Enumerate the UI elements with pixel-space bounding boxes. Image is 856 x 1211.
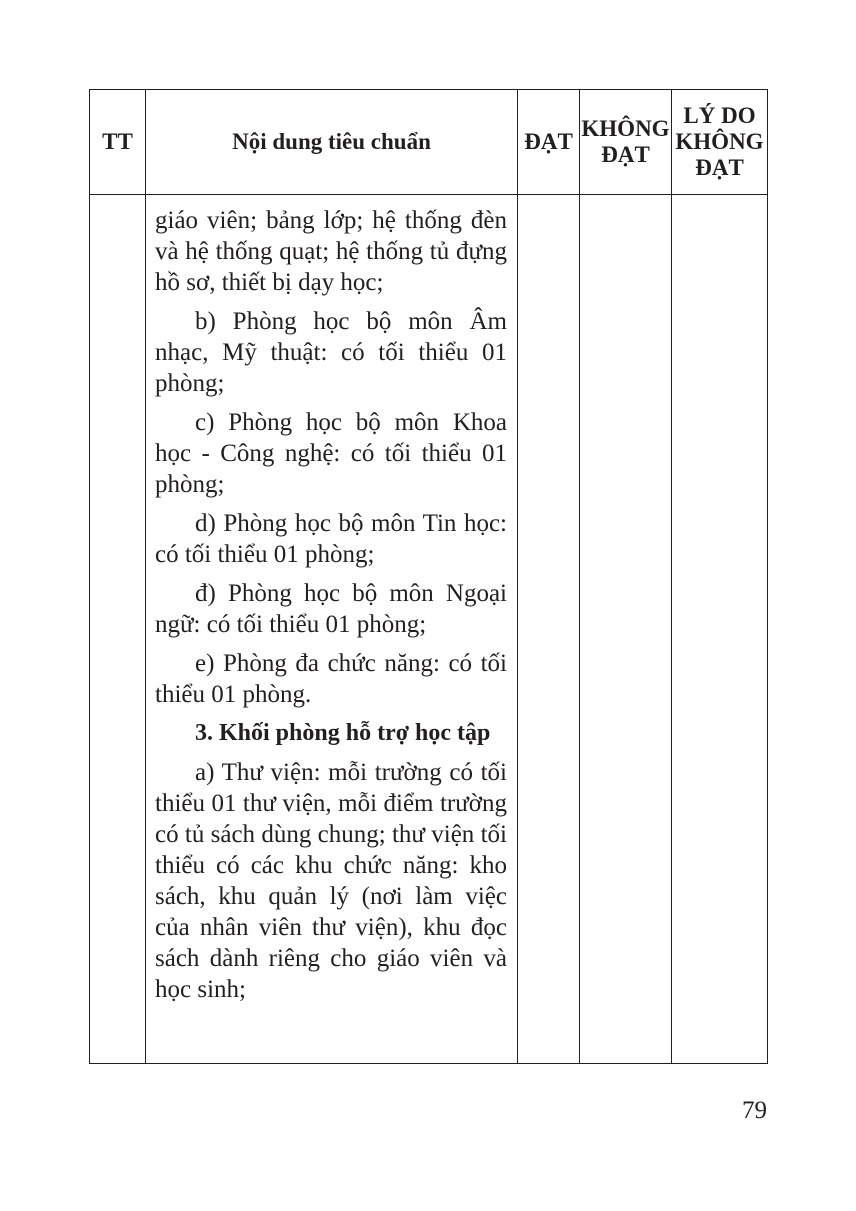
paragraph-item-b: b) Phòng học bộ môn Âm nhạc, Mỹ thuật: có tối thiểu 01 phòng;: [155, 308, 507, 397]
header-tt: TT: [90, 90, 146, 195]
header-ly-do-line-1: LÝ DO: [683, 103, 756, 128]
header-dat: ĐẠT: [518, 90, 580, 195]
header-ly-do: [672, 90, 768, 195]
header-khong-dat-line-1: KHÔNG: [581, 116, 670, 141]
header-ly-do-line-3: ĐẠT: [695, 155, 744, 180]
khong-dat-cell: [580, 195, 672, 1064]
table-row: [90, 195, 768, 1064]
paragraph-item-e: e) Phòng đa chức năng: có tối thiểu 01 phòng.: [155, 650, 507, 708]
paragraph-continuation: giáo viên; bảng lớp; hệ thống đèn và hệ thống quạt; hệ thống tủ đựng hồ sơ, thiết bị dạy học;: [155, 207, 507, 296]
tt-cell: [90, 195, 146, 1064]
header-ly-do-line-2: KHÔNG: [675, 129, 764, 154]
section-heading: 3. Khối phòng hỗ trợ học tập: [195, 720, 491, 746]
paragraph-item-c: c) Phòng học bộ môn Khoa học - Công nghệ: có tối thiểu 01 phòng;: [155, 409, 507, 498]
header-khong-dat: [580, 90, 672, 195]
dat-cell: [518, 195, 580, 1064]
content-cell: [146, 195, 518, 1064]
header-khong-dat-line-2: ĐẠT: [601, 142, 650, 167]
paragraph-item-d: d) Phòng học bộ môn Tin học: có tối thiểu 01 phòng;: [155, 510, 507, 568]
header-content: Nội dung tiêu chuẩn: [146, 90, 518, 195]
page-number: 79: [742, 1097, 767, 1124]
header-row: [90, 90, 768, 195]
content-text: [146, 195, 517, 1005]
ly-do-cell: [672, 195, 768, 1064]
paragraph-item-dd: đ) Phòng học bộ môn Ngoại ngữ: có tối thiểu 01 phòng;: [155, 580, 507, 638]
paragraph-item-a-library: a) Thư viện: mỗi trường có tối thiểu 01 thư viện, mỗi điểm trường có tủ sách dùng chung; thư viện tối thiểu có các khu chức năng: kho sách, khu quản lý (nơi làm việc của nhân viên thư viện), khu đọc sách dành riêng cho giáo viên và học sinh;: [155, 759, 507, 1003]
criteria-table: [89, 89, 768, 1064]
